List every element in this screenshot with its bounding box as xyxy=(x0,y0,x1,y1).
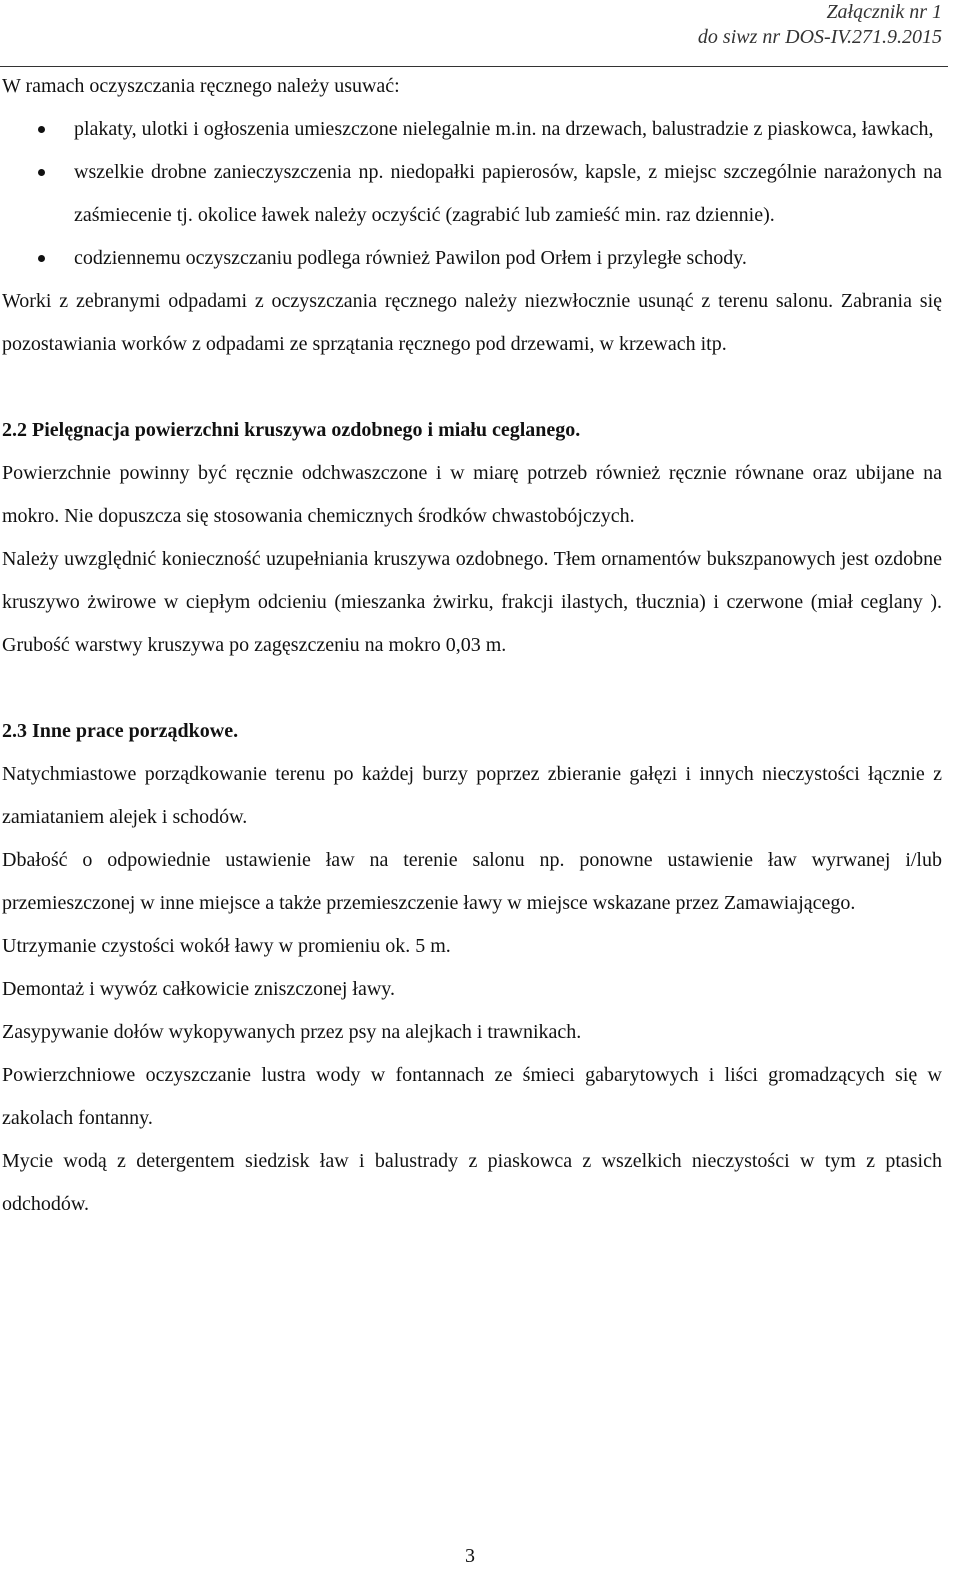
section-spacer xyxy=(2,667,942,710)
siwz-reference: do siwz nr DOS-IV.271.9.2015 xyxy=(697,26,942,48)
section-2-3-paragraph: Dbałość o odpowiednie ustawienie ław na terenie salonu np. ponowne ustawienie ław wyrwanej i/lub przemieszczonej w inne miejsce a także przemieszczenie ławy w miejsce wskazane przez Zamawiającego. xyxy=(2,849,942,914)
document-body xyxy=(2,64,942,1226)
bags-paragraph: Worki z zebranymi odpadami z oczyszczania ręcznego należy niezwłocznie usunąć z terenu salonu. Zabrania się pozostawiania worków z odpadami ze sprzątania ręcznego pod drzewami, w krzewach itp. xyxy=(2,290,942,355)
list-item xyxy=(2,151,942,237)
section-2-3-paragraph: Powierzchniowe oczyszczanie lustra wody w fontannach ze śmieci gabarytowych i liści gromadzących się w zakolach fontanny. xyxy=(2,1064,942,1129)
section-2-2-heading: 2.2 Pielęgnacja powierzchni kruszywa ozdobnego i miału ceglanego. xyxy=(2,419,581,441)
list-item-text: wszelkie drobne zanieczyszczenia np. niedopałki papierosów, kapsle, z miejsc szczególnie narażonych na zaśmiecenie tj. okolice ławek należy oczyścić (zagrabić lub zamieść min. raz dziennie). xyxy=(74,161,942,226)
section-2-3-heading: 2.3 Inne prace porządkowe. xyxy=(2,720,239,742)
intro-paragraph: W ramach oczyszczania ręcznego należy usuwać: xyxy=(2,75,400,97)
section-2-3-paragraph: Utrzymanie czystości wokół ławy w promieniu ok. 5 m. xyxy=(2,935,451,957)
section-2-2-paragraph: Należy uwzględnić konieczność uzupełniania kruszywa ozdobnego. Tłem ornamentów bukszpanowych jest ozdobne kruszywo żwirowe w ciepłym odcieniu (mieszanka żwirku, frakcji ilastych, tłucznia) i czerwone (miał ceglany ). Grubość warstwy kruszywa po zagęszczeniu na mokro 0,03 m. xyxy=(2,548,942,656)
page-number: 3 xyxy=(465,1545,475,1567)
list-item xyxy=(2,108,942,151)
section-2-2-paragraph: Powierzchnie powinny być ręcznie odchwaszczone i w miarę potrzeb również ręcznie równane oraz ubijane na mokro. Nie dopuszcza się stosowania chemicznych środków chwastobójczych. xyxy=(2,462,942,527)
section-spacer xyxy=(2,366,942,409)
bullet-icon xyxy=(38,169,45,176)
list-item xyxy=(2,237,942,280)
removal-list xyxy=(2,108,942,280)
section-2-3-paragraph: Zasypywanie dołów wykopywanych przez psy na alejkach i trawnikach. xyxy=(2,1021,582,1043)
list-item-text: plakaty, ulotki i ogłoszenia umieszczone nielegalnie m.in. na drzewach, balustradzie z piaskowca, ławkach, xyxy=(74,118,934,140)
attachment-label: Załącznik nr 1 xyxy=(826,1,942,23)
section-2-3-paragraph: Natychmiastowe porządkowanie terenu po każdej burzy poprzez zbieranie gałęzi i innych nieczystości łącznie z zamiataniem alejek i schodów. xyxy=(2,763,942,828)
section-2-3-paragraph: Mycie wodą z detergentem siedzisk ław i balustrady z piaskowca z wszelkich nieczystości w tym z ptasich odchodów. xyxy=(2,1150,942,1215)
list-item-text: codziennemu oczyszczaniu podlega również Pawilon pod Orłem i przyległe schody. xyxy=(74,247,747,269)
document-header xyxy=(698,0,942,50)
section-2-3-paragraph: Demontaż i wywóz całkowicie zniszczonej ławy. xyxy=(2,978,395,1000)
bullet-icon xyxy=(38,126,45,133)
bullet-icon xyxy=(38,255,45,262)
